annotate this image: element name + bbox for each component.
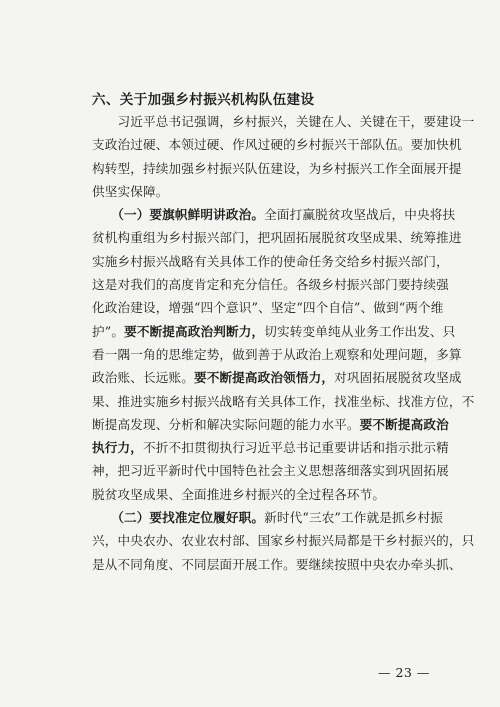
- text-run: [92, 207, 118, 222]
- text-line: [92, 250, 449, 273]
- text-run: 看一隅一角的思维定势，做到善于从政治上观察和处理问题，多算: [92, 346, 462, 362]
- text-line: [92, 296, 444, 319]
- text-run: 实施乡村振兴战略有关具体工作的使命任务交给乡村振兴部门，: [92, 253, 449, 269]
- text-run: 脱贫攻坚成果、全面推进乡村振兴的全过程各环节。: [92, 486, 386, 502]
- body-text: [92, 110, 475, 576]
- text-run: 支政治过硬、本领过硬、作风过硬的乡村振兴干部队伍。要加快机: [92, 137, 462, 153]
- bold-text-run: 执行力，: [92, 440, 143, 456]
- text-run: 神，把习近平新时代中国特色社会主义思想落细落实到巩固拓展: [92, 463, 449, 479]
- text-line: [92, 343, 462, 366]
- text-run: 不折不扣贯彻执行习近平总书记重要讲话和指示批示精: [142, 440, 449, 456]
- text-line: [92, 320, 456, 343]
- text-run: 护”。: [92, 323, 125, 339]
- text-line: [92, 529, 475, 552]
- bold-text-run: 要不断提高政治领悟力，: [193, 370, 335, 386]
- text-run: 新时代“三农”工作就是抓乡村振: [264, 510, 443, 526]
- text-run: 全面打赢脱贫攻坚战后，中央将扶: [264, 207, 456, 223]
- text-run: [92, 510, 118, 525]
- text-line: [92, 226, 462, 249]
- text-line: [92, 459, 449, 482]
- text-line: [92, 157, 462, 180]
- text-run: 果、推进实施乡村振兴战略有关具体工作，找准坐标、找准方位，不: [92, 393, 475, 409]
- text-run: 断提高发现、分析和解决实际问题的能力水平。: [92, 416, 360, 432]
- text-run: 兴，中央农办、农业农村部、国家乡村振兴局都是干乡村振兴的，只: [92, 533, 475, 549]
- text-run: 这是对我们的高度肯定和充分信任。各级乡村振兴部门要持续强: [92, 277, 449, 293]
- text-line: [92, 390, 475, 413]
- page-number: — 23 —: [378, 665, 430, 680]
- text-run: 习近平总书记强调，乡村振兴，关键在人、关键在干，要建设一: [92, 114, 475, 129]
- text-run: 政治账、长远账。: [92, 370, 194, 386]
- text-run: 构转型，持续加强乡村振兴队伍建设，为乡村振兴工作全面展开提: [92, 160, 462, 176]
- text-line: [92, 273, 449, 296]
- text-line: [92, 506, 443, 529]
- text-line: [92, 180, 437, 203]
- text-run: 切实转变单纯从业务工作出发、只: [264, 323, 456, 339]
- text-line: [92, 483, 437, 506]
- text-run: 是从不同角度、不同层面开展工作。要继续按照中央农办牵头抓、: [92, 556, 462, 572]
- section-heading: 六、关于加强乡村振兴机构队伍建设: [92, 92, 315, 108]
- text-line: [92, 203, 456, 226]
- text-line: [92, 366, 462, 389]
- text-run: 贫机构重组为乡村振兴部门，把巩固拓展脱贫攻坚成果、统筹推进: [92, 230, 462, 246]
- text-run: 化政治建设，增强“四个意识”、坚定“四个自信”、做到“两个维: [92, 300, 444, 316]
- text-line: [92, 133, 462, 156]
- bold-text-run: （二）要找准定位履好职。: [117, 510, 265, 526]
- text-line: [92, 436, 449, 459]
- bold-text-run: 要不断提高政治: [359, 416, 449, 432]
- text-run: 供坚实保障。: [92, 183, 169, 199]
- text-line: [92, 413, 449, 436]
- bold-text-run: （一）要旗帜鲜明讲政治。: [117, 207, 265, 223]
- bold-text-run: 要不断提高政治判断力，: [124, 323, 265, 339]
- text-run: 对巩固拓展脱贫攻坚成: [334, 370, 462, 386]
- text-line: [92, 110, 475, 133]
- text-line: [92, 553, 462, 576]
